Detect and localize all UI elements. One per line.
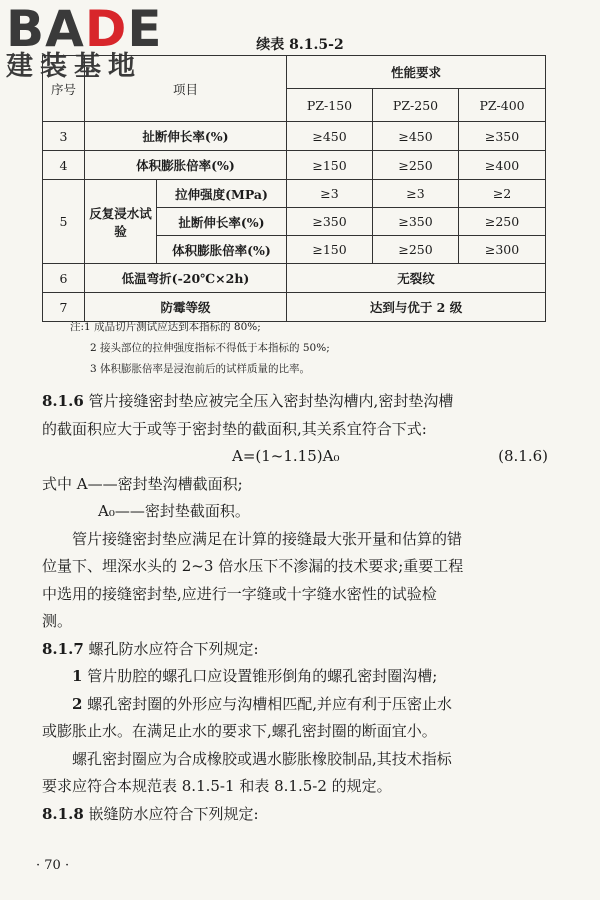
row-no: 5 [43,180,85,264]
header-performance: 性能要求 [287,56,546,89]
row-value: ≥250 [373,151,459,180]
section-8-1-7: 8.1.7 螺孔防水应符合下列规定: [42,639,259,658]
row-merged-value: 达到与优于 2 级 [287,293,546,322]
section-number: 8.1.6 [42,392,84,410]
row-value: ≥400 [459,151,546,180]
table-row [43,122,546,151]
row-item: 体积膨胀倍率(%) [85,151,287,180]
row-merged-value: 无裂纹 [287,264,546,293]
row-value: ≥3 [287,180,373,208]
definition-label: 式中 [42,474,73,493]
row-no: 6 [43,264,85,293]
row-value: ≥3 [373,180,459,208]
definition: 式中 A——密封垫沟槽截面积; [42,474,243,493]
row-value: ≥350 [373,208,459,236]
row-value: ≥2 [459,180,546,208]
paragraph-line: 要求应符合本规范表 8.1.5-1 和表 8.1.5-2 的规定。 [42,777,392,795]
row-no: 4 [43,151,85,180]
row-value: ≥350 [459,122,546,151]
row-value: ≥150 [287,236,373,264]
section-8-1-6: 8.1.6 管片接缝密封垫应被完全压入密封垫沟槽内,密封垫沟槽 [42,392,454,410]
row-item: 低温弯折(-20℃×2h) [85,264,287,293]
table-row [43,180,546,208]
section-number: 8.1.7 [42,639,84,658]
row-value: ≥450 [287,122,373,151]
subheader-pz400: PZ-400 [459,89,546,122]
table-notes [70,317,330,380]
note-item: 注:1 成品切片测试应达到本指标的 80%; [70,321,261,333]
paragraph-line: 的截面积应大于或等于密封垫的截面积,其关系宜符合下式: [42,419,427,438]
row-no: 3 [43,122,85,151]
logo-brand: BADE [6,0,163,58]
table-header-row [43,56,546,89]
spec-table [42,55,546,322]
row-no: 7 [43,293,85,322]
page-number: · 70 · [36,858,70,873]
formula [42,443,552,471]
subheader-pz150: PZ-150 [287,89,373,122]
list-item: 1 管片肋腔的螺孔口应设置锥形倒角的螺孔密封圈沟槽; [72,667,438,685]
row-value: ≥350 [287,208,373,236]
logo-subtitle: 建装基地 [6,51,142,82]
formula-number: (8.1.6) [498,447,548,465]
paragraph-line: 中选用的接缝密封垫,应进行一字缝或十字缝水密性的试验检 [42,584,437,603]
header-item: 项目 [85,56,287,122]
row-item: 扯断伸长率(%) [85,122,287,151]
paragraph-line: 螺孔密封圈应为合成橡胶或遇水膨胀橡胶制品,其技术指标 [72,749,452,768]
paragraph-line: 测。 [42,612,73,630]
section-number: 8.1.8 [42,804,84,823]
row-value: ≥300 [459,236,546,264]
note-item: 3 体积膨胀倍率是浸泡前后的试样质量的比率。 [90,363,311,375]
paragraph-line: 管片接缝密封垫应满足在计算的接缝最大张开量和估算的错 [72,529,463,548]
table-title: 续表 8.1.5-2 [256,37,344,53]
list-item: 2 螺孔密封圈的外形应与沟槽相匹配,并应有利于压密止水 [72,694,452,713]
note-item: 2 接头部位的拉伸强度指标不得低于本指标的 50%; [90,342,330,354]
note-label: 注: [70,321,85,333]
section-8-1-8: 8.1.8 嵌缝防水应符合下列规定: [42,804,259,823]
table-row [43,151,546,180]
definition: A₀——密封垫截面积。 [98,502,250,520]
row-item: 拉伸强度(MPa) [157,180,287,208]
subheader-pz250: PZ-250 [373,89,459,122]
paragraph-line: 或膨胀止水。在满足止水的要求下,螺孔密封圈的断面宜小。 [42,722,437,740]
row-value: ≥150 [287,151,373,180]
row-value: ≥250 [459,208,546,236]
body-text [42,388,552,828]
table-row [43,264,546,293]
header-index: 序号 [43,56,85,122]
row-value: ≥450 [373,122,459,151]
formula-expression: A=(1~1.15)A₀ [232,447,340,465]
row-group: 反复浸水试验 [85,180,157,264]
row-item: 体积膨胀倍率(%) [157,236,287,264]
paragraph-line: 位量下、埋深水头的 2~3 倍水压下不渗漏的技术要求;重要工程 [42,557,464,575]
row-item: 扯断伸长率(%) [157,208,287,236]
row-item: 防霉等级 [85,293,287,322]
row-value: ≥250 [373,236,459,264]
